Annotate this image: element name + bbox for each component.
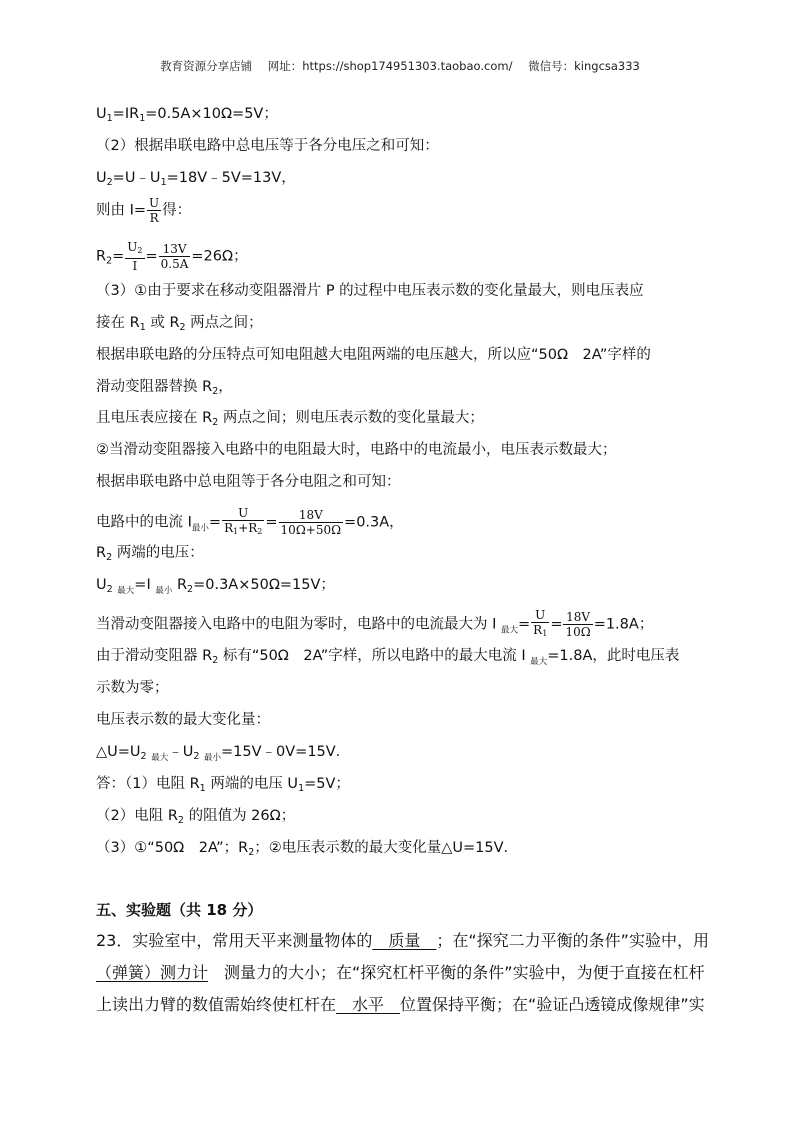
denominator: 0.5A bbox=[160, 257, 189, 271]
fraction bbox=[531, 608, 549, 641]
txt: ， bbox=[218, 379, 233, 395]
txt: =1.8A，此时电压表 bbox=[547, 648, 680, 664]
sub: 1 bbox=[233, 527, 239, 536]
answer-blank-3: 水平 bbox=[336, 995, 401, 1014]
fraction bbox=[563, 610, 592, 639]
sub: 2 bbox=[193, 751, 200, 762]
txt: 的阻值为 26Ω； bbox=[183, 808, 296, 824]
txt: R bbox=[129, 106, 140, 122]
line-12: 根据串联电路中总电阻等于各分电阻之和可知： bbox=[96, 474, 401, 490]
sub-label: 最大 bbox=[117, 586, 135, 596]
denominator: I bbox=[132, 259, 138, 273]
txt: =1.8A； bbox=[593, 616, 654, 633]
denominator: 10Ω bbox=[565, 625, 591, 639]
line-5: $R_2=$ $\frac{U_2}{I}$ = $\frac{13V}{0.5A}$ =26Ω； bbox=[96, 240, 248, 273]
txt: =15V﹣0V=15V． bbox=[221, 744, 351, 760]
sub: 2 bbox=[140, 751, 147, 762]
line-14: $R_2$ 两端的电压： bbox=[96, 545, 204, 563]
sub-label: 最大 bbox=[151, 753, 169, 763]
shop-name: 教育资源分享店铺 bbox=[160, 59, 253, 73]
wechat-id: 微信号：kingcsa333 bbox=[528, 59, 640, 73]
txt: ；②电压表示数的最大变化量△U=15V． bbox=[254, 840, 519, 856]
txt: 标有“50Ω 2A”字样，所以电路中的最大电流 I bbox=[218, 648, 526, 664]
line-4 bbox=[96, 196, 191, 225]
denominator: $R_1$ bbox=[533, 623, 548, 638]
sub: 2 bbox=[137, 246, 143, 255]
line-2: （2）根据串联电路中总电压等于各分电压之和可知： bbox=[96, 138, 439, 154]
fraction bbox=[222, 506, 264, 539]
txt: 位置保持平衡；在“验证凸透镜成像规律”实 bbox=[400, 995, 705, 1014]
line-7 bbox=[96, 313, 263, 338]
numerator: 18V bbox=[563, 610, 592, 625]
sub: 2 bbox=[248, 847, 255, 858]
fraction bbox=[159, 242, 191, 271]
sub: 2 bbox=[187, 584, 194, 595]
line-19: 电压表示数的最大变化量： bbox=[96, 712, 270, 728]
sub: 2 bbox=[106, 177, 113, 188]
txt: 得： bbox=[162, 202, 192, 219]
sub: 2 bbox=[212, 655, 219, 666]
txt: （2）电阻 R bbox=[96, 808, 178, 824]
txt: =18V﹣5V=13V， bbox=[166, 170, 296, 186]
txt: U bbox=[96, 170, 107, 186]
sub: 1 bbox=[160, 177, 167, 188]
fraction bbox=[147, 196, 161, 225]
txt: =5V； bbox=[304, 776, 350, 792]
sub: 2 bbox=[106, 255, 113, 267]
numerator: 18V bbox=[279, 508, 344, 523]
fraction bbox=[125, 240, 144, 273]
txt: =26Ω； bbox=[191, 248, 248, 265]
answer-blank-2: （弹簧）测力计 bbox=[96, 963, 209, 982]
line-17 bbox=[96, 646, 679, 672]
txt: 两端的电压 U bbox=[205, 776, 299, 792]
sub: 2 bbox=[106, 552, 113, 563]
question-23-line-2 bbox=[96, 963, 705, 983]
page-header bbox=[0, 58, 800, 74]
txt: U bbox=[96, 106, 107, 122]
numerator: U bbox=[531, 608, 549, 623]
txt: ﹣U bbox=[168, 744, 194, 760]
txt: 当滑动变阻器接入电路中的电阻为零时，电路中的电流最大为 I bbox=[96, 616, 497, 633]
txt: 接在 R bbox=[96, 315, 140, 331]
txt: 两点之间； bbox=[185, 315, 263, 331]
line-3 bbox=[96, 168, 296, 193]
txt: 则由 I= bbox=[96, 202, 147, 219]
txt: 滑动变阻器替换 R bbox=[96, 379, 213, 395]
txt: 且电压表应接在 R bbox=[96, 410, 213, 426]
sub-label: 最小 bbox=[191, 523, 209, 534]
sub: 1 bbox=[139, 322, 146, 333]
sub: 1 bbox=[298, 783, 305, 794]
denominator: $R_1+R_2$ bbox=[224, 521, 263, 536]
txt: 23．实验室中，常用天平来测量物体的 bbox=[96, 931, 373, 950]
line-8: 根据串联电路的分压特点可知电阻越大电阻两端的电压越大，所以应“50Ω 2A”字样的 bbox=[96, 347, 651, 363]
numerator: U bbox=[149, 196, 160, 210]
sub: 1 bbox=[199, 783, 206, 794]
sub: 2 bbox=[212, 386, 219, 397]
sub: 2 bbox=[177, 815, 184, 826]
txt: ；在“探究二力平衡的条件”实验中，用 bbox=[436, 931, 709, 950]
sub: 1 bbox=[542, 629, 548, 638]
section-title: 五、实验题（共 18 分） bbox=[96, 901, 263, 919]
numerator: 13V bbox=[159, 242, 191, 257]
txt: R bbox=[172, 577, 188, 593]
line-11: ②当滑动变阻器接入电路中的电阻最大时，电路中的电流最小，电压表示数最大； bbox=[96, 442, 617, 458]
question-23-line-3 bbox=[96, 995, 705, 1015]
numerator: $U_2$ bbox=[125, 240, 144, 259]
txt: 由于滑动变阻器 R bbox=[96, 648, 213, 664]
denominator: 10Ω+50Ω bbox=[280, 523, 342, 537]
sub: 2 bbox=[179, 322, 186, 333]
txt: =I bbox=[134, 577, 151, 593]
answer-blank-1: 质量 bbox=[372, 931, 437, 950]
txt: 答：（1）电阻 R bbox=[96, 776, 200, 792]
txt: 两点之间；则电压表示数的变化量最大； bbox=[218, 410, 484, 426]
shop-url[interactable]: 网址：https://shop174951303.taobao.com/ bbox=[267, 59, 513, 73]
txt: （3）①“50Ω 2A”；R bbox=[96, 840, 249, 856]
numerator: U bbox=[222, 506, 264, 521]
line-22 bbox=[96, 806, 295, 831]
txt: 或 R bbox=[145, 315, 180, 331]
line-18: 示数为零； bbox=[96, 680, 169, 696]
sub-label: 最小 bbox=[203, 753, 221, 763]
line-9 bbox=[96, 377, 233, 402]
denominator: R bbox=[149, 211, 159, 225]
sub: 2 bbox=[106, 584, 113, 595]
line-21 bbox=[96, 774, 350, 799]
line-1: $U_1=IR_1=0.5A\times 10\Omega=5V$； bbox=[96, 106, 278, 124]
line-23 bbox=[96, 838, 518, 863]
txt: 测量力的大小；在“探究杠杆平衡的条件”实验中，为便于直接在杠杆 bbox=[208, 963, 705, 982]
sub-label: 最大 bbox=[501, 625, 519, 636]
txt: 两端的电压： bbox=[112, 545, 204, 561]
sub: 1 bbox=[106, 113, 113, 124]
sub: 2 bbox=[212, 417, 219, 428]
fraction bbox=[279, 508, 344, 537]
txt: =0.3A×50Ω=15V； bbox=[193, 577, 335, 593]
sub-label: 最小 bbox=[155, 586, 173, 596]
line-20 bbox=[96, 742, 350, 768]
line-16: 当滑动变阻器接入电路中的电阻为零时，电路中的电流最大为 I $_{最大}$= $\frac{U}{R_1}$ = $\frac{18V}{10\Omega}$ =1.8A； bbox=[96, 608, 654, 639]
line-15: $U_2$ $_{最大}$=I $_{最小}$ $R_2=0.3A\times 50\Omega=15V$； bbox=[96, 577, 335, 596]
line-6: （3）①由于要求在移动变阻器滑片 P 的过程中电压表示数的变化量最大，则电压表应 bbox=[96, 283, 644, 299]
txt: 上读出力臂的数值需始终使杠杆在 bbox=[96, 995, 337, 1014]
txt: =U﹣U bbox=[112, 170, 161, 186]
txt: =0.3A， bbox=[344, 514, 404, 531]
txt: 电路中的电流 I bbox=[96, 514, 192, 531]
sub: 1 bbox=[139, 113, 146, 124]
question-23-line-1 bbox=[96, 931, 709, 951]
line-13: 电路中的电流 $I_{最小}=$ $\frac{U}{R_1+R_2}$ = $\frac{18V}{10\Omega+50\Omega}$ =0.3A， bbox=[96, 506, 404, 537]
txt: △U=U bbox=[96, 744, 141, 760]
txt: =0.5A×10Ω=5V； bbox=[145, 106, 278, 122]
sub: 2 bbox=[257, 527, 263, 536]
sub-label: 最大 bbox=[530, 657, 548, 667]
line-10 bbox=[96, 408, 484, 433]
